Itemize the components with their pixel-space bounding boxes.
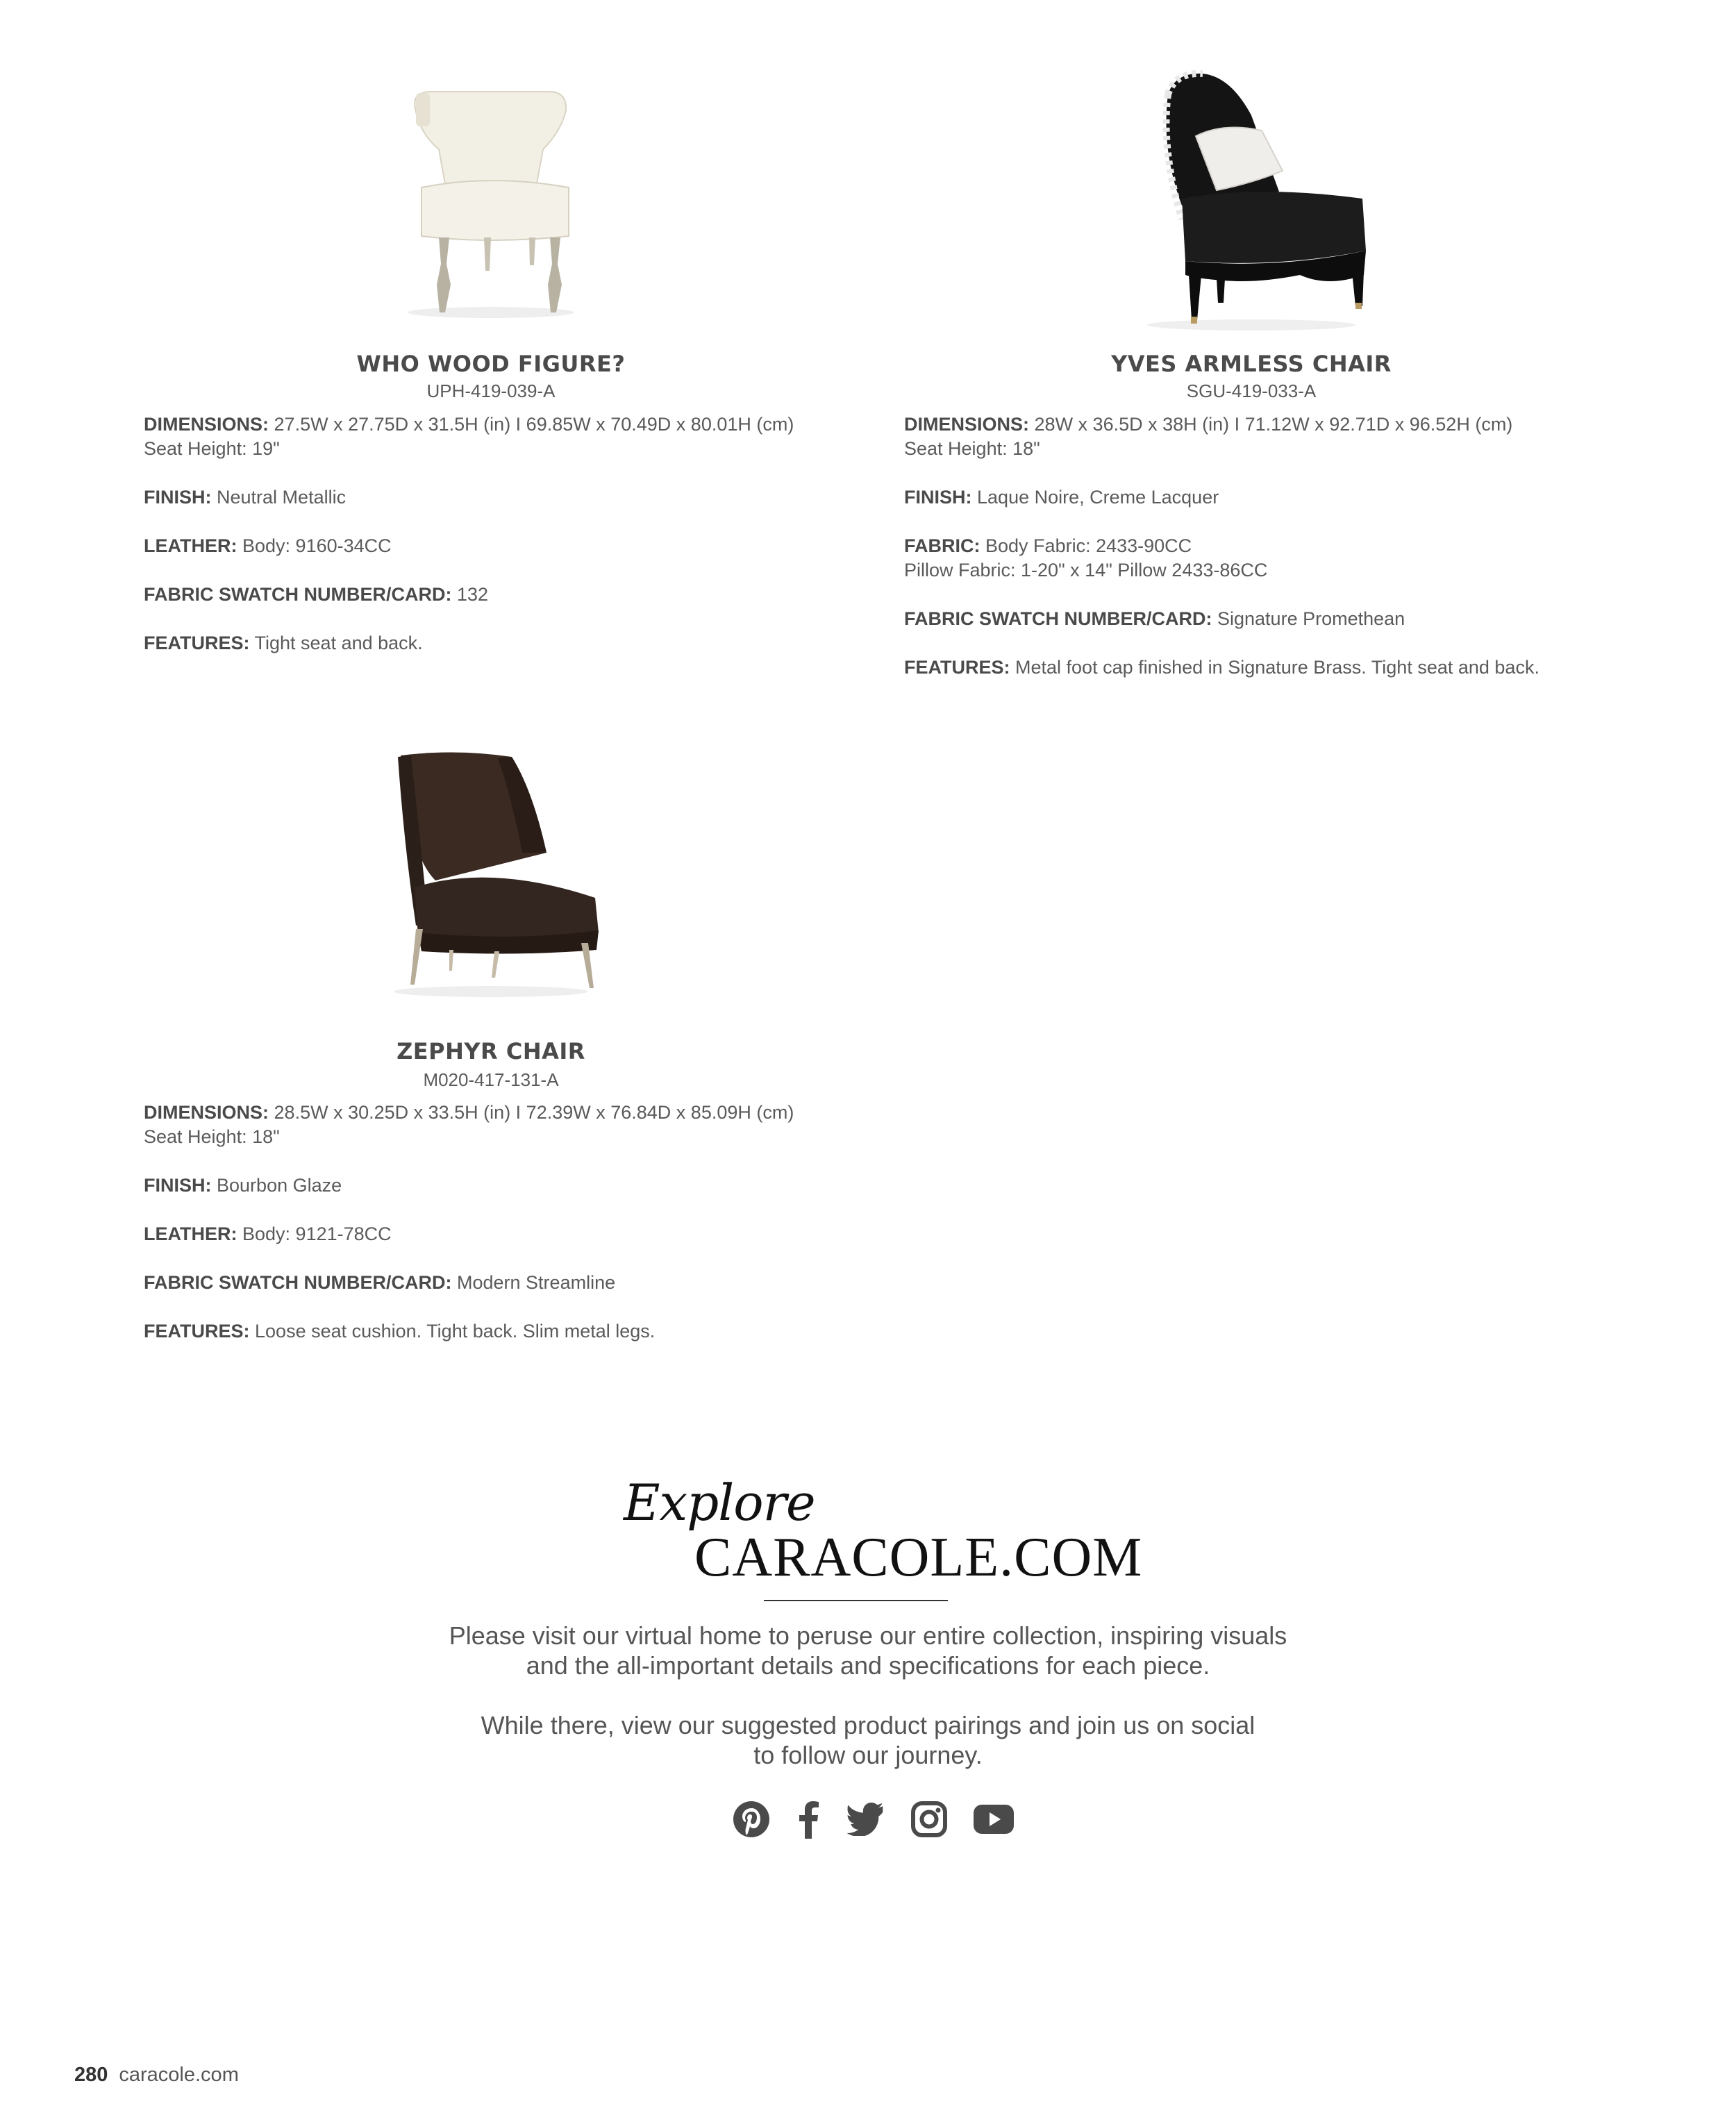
spec-label: DIMENSIONS: <box>144 1102 269 1123</box>
spec-value: Signature Promethean <box>1217 608 1405 629</box>
spec-dimensions <box>144 412 908 461</box>
spec-value: Body: 9121-78CC <box>242 1223 392 1244</box>
spec-label: FINISH: <box>904 487 972 508</box>
spec-fabric <box>904 534 1668 583</box>
spec-label: FABRIC: <box>904 535 980 556</box>
pinterest-icon[interactable] <box>732 1800 771 1839</box>
spec-label: FABRIC SWATCH NUMBER/CARD: <box>144 1272 452 1293</box>
explore-site-link[interactable]: CARACOLE.COM <box>694 1527 1143 1588</box>
page-footer <box>74 2064 239 2087</box>
spec-dimensions <box>144 1101 908 1149</box>
spec-leather <box>144 1222 908 1246</box>
seat-height: Seat Height: 18" <box>144 1126 280 1147</box>
spec-label: DIMENSIONS: <box>144 414 269 435</box>
explore-paragraph-2 <box>347 1710 1389 1770</box>
spec-value: Modern Streamline <box>457 1272 616 1293</box>
spec-swatch <box>144 1271 908 1295</box>
spec-value: Body: 9160-34CC <box>242 535 392 556</box>
spec-swatch <box>904 607 1668 631</box>
product-name: ZEPHYR CHAIR <box>397 1038 585 1064</box>
product-specs <box>904 412 1668 704</box>
spec-label: FINISH: <box>144 1175 212 1196</box>
spec-features <box>144 631 908 655</box>
page-number: 280 <box>74 2064 108 2086</box>
spec-label: FEATURES: <box>904 657 1010 678</box>
spec-label: FINISH: <box>144 487 212 508</box>
youtube-icon[interactable] <box>974 1805 1014 1834</box>
spec-value: 28W x 36.5D x 38H (in) I 71.12W x 92.71D x 96.52H (cm) <box>1034 414 1513 435</box>
spec-value: Body Fabric: 2433-90CC <box>985 535 1192 556</box>
footer-site: caracole.com <box>119 2064 239 2086</box>
spec-label: LEATHER: <box>144 535 237 556</box>
spec-value-line2: Pillow Fabric: 1-20" x 14" Pillow 2433-86CC <box>904 560 1268 580</box>
social-links <box>732 1798 1014 1840</box>
spec-finish <box>144 485 908 510</box>
product-sku: M020-417-131-A <box>423 1069 559 1090</box>
spec-dimensions <box>904 412 1668 461</box>
facebook-icon[interactable] <box>797 1800 819 1839</box>
spec-label: FEATURES: <box>144 1321 250 1342</box>
paragraph-line: and the all-important details and specifications for each piece. <box>526 1651 1210 1680</box>
spec-features <box>144 1319 908 1344</box>
spec-value: Laque Noire, Creme Lacquer <box>977 487 1219 508</box>
spec-features <box>904 655 1668 680</box>
product-sku: SGU-419-033-A <box>1186 381 1317 401</box>
spec-value: 27.5W x 27.75D x 31.5H (in) I 69.85W x 70.49D x 80.01H (cm) <box>274 414 794 435</box>
twitter-icon[interactable] <box>846 1803 885 1836</box>
spec-value: Bourbon Glaze <box>217 1175 342 1196</box>
product-name: YVES ARMLESS CHAIR <box>1111 351 1392 377</box>
spec-finish <box>144 1173 908 1198</box>
spec-value: Neutral Metallic <box>217 487 347 508</box>
product-name: WHO WOOD FIGURE? <box>356 351 626 377</box>
paragraph-line: While there, view our suggested product pairings and join us on social <box>481 1711 1255 1739</box>
brown-leather-chair-image <box>373 749 609 999</box>
explore-divider <box>764 1600 948 1601</box>
explore-heading: Explore <box>624 1473 815 1532</box>
explore-paragraph-1 <box>347 1621 1389 1680</box>
spec-label: FABRIC SWATCH NUMBER/CARD: <box>904 608 1212 629</box>
black-chair-image <box>1119 67 1383 331</box>
spec-label: LEATHER: <box>144 1223 237 1244</box>
product-specs <box>144 412 908 680</box>
cream-chair-image <box>387 83 595 319</box>
spec-label: FABRIC SWATCH NUMBER/CARD: <box>144 584 452 605</box>
seat-height: Seat Height: 19" <box>144 438 280 459</box>
spec-label: FEATURES: <box>144 633 250 653</box>
spec-value: Tight seat and back. <box>254 633 423 653</box>
spec-label: DIMENSIONS: <box>904 414 1030 435</box>
spec-value: 132 <box>457 584 489 605</box>
instagram-icon[interactable] <box>911 1801 947 1837</box>
spec-value: 28.5W x 30.25D x 33.5H (in) I 72.39W x 76.84D x 85.09H (cm) <box>274 1102 794 1123</box>
spec-value: Loose seat cushion. Tight back. Slim metal legs. <box>255 1321 656 1342</box>
paragraph-line: Please visit our virtual home to peruse our entire collection, inspiring visuals <box>449 1621 1287 1650</box>
paragraph-line: to follow our journey. <box>753 1741 983 1769</box>
spec-finish <box>904 485 1668 510</box>
product-sku: UPH-419-039-A <box>426 381 556 401</box>
spec-leather <box>144 534 908 558</box>
spec-swatch <box>144 583 908 607</box>
seat-height: Seat Height: 18" <box>904 438 1040 459</box>
spec-value: Metal foot cap finished in Signature Brass. Tight seat and back. <box>1015 657 1539 678</box>
product-specs <box>144 1101 908 1368</box>
